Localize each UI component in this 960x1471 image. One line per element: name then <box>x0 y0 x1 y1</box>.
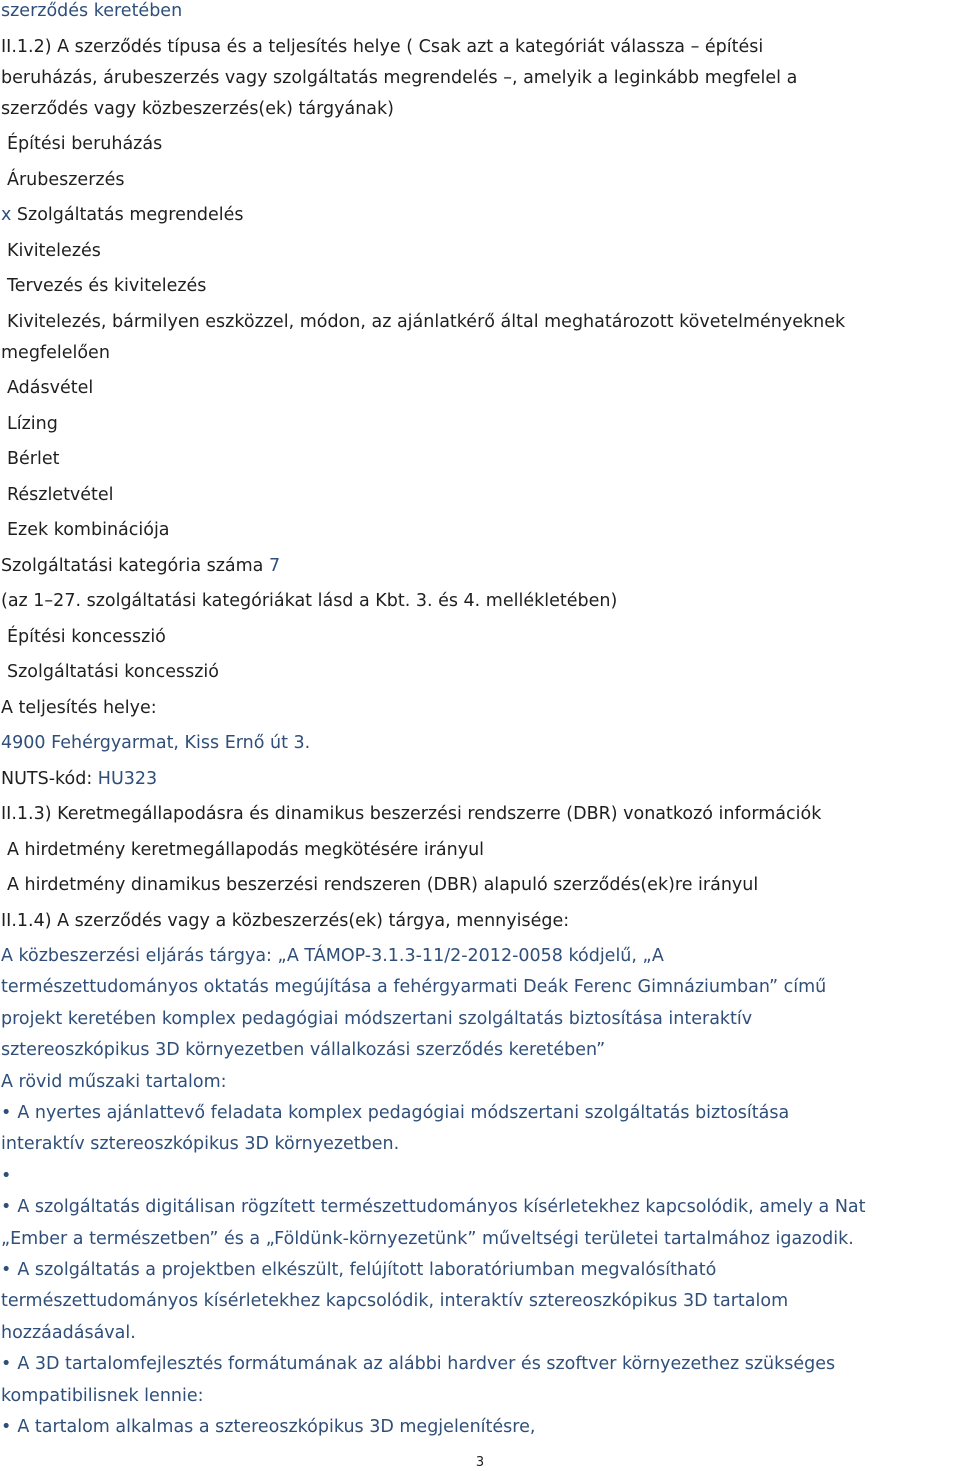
line-text: sztereoszkópikus 3D környezetben vállalkozási szerződés keretében” <box>1 1040 606 1060</box>
line-text: hozzáadásával. <box>1 1323 136 1343</box>
line-text: II.1.4) A szerződés vagy a közbeszerzés(ek) tárgya, mennyisége: <box>1 911 570 931</box>
text-line <box>1 1133 399 1155</box>
text-line <box>7 519 170 541</box>
bullet-item <box>1 1102 789 1124</box>
line-text: Építési beruházás <box>7 134 163 154</box>
bullet-item <box>1 1165 17 1187</box>
line-text: A teljesítés helye: <box>1 698 157 718</box>
text-line <box>1 67 797 89</box>
line-text: Adásvétel <box>7 378 94 398</box>
line-text: Építési koncesszió <box>7 627 166 647</box>
line-text: A rövid műszaki tartalom: <box>1 1072 227 1092</box>
text-line <box>1 590 617 612</box>
line-text: Szolgáltatás megrendelés <box>11 205 244 225</box>
text-line <box>1 1228 854 1250</box>
line-text: Bérlet <box>7 449 60 469</box>
line-text: II.1.2) A szerződés típusa és a teljesítés helye ( Csak azt a kategóriát válassza – építési <box>1 37 764 57</box>
text-line <box>1 1071 227 1093</box>
text-line <box>7 275 206 297</box>
line-text: A nyertes ajánlattevő feladata komplex pedagógiai módszertani szolgáltatás biztosítása <box>17 1103 790 1123</box>
text-line <box>1 768 157 790</box>
text-line <box>7 839 484 861</box>
text-line <box>1 0 182 22</box>
line-text: beruházás, árubeszerzés vagy szolgáltatás megrendelés –, amelyik a leginkább megfelel a <box>1 68 798 88</box>
text-line <box>7 413 58 435</box>
line-text: A közbeszerzési eljárás tárgya: „A TÁMOP-3.1.3-11/2-2012-0058 kódjelű, „A <box>1 946 664 966</box>
line-text: Lízing <box>7 414 58 434</box>
text-line <box>7 240 101 262</box>
text-line <box>7 169 124 191</box>
line-text: szerződés keretében <box>1 1 183 21</box>
page-number: 3 <box>475 1455 485 1470</box>
text-line <box>1 98 394 120</box>
text-line <box>1 945 664 967</box>
text-line <box>7 626 166 648</box>
line-text: megfelelően <box>1 343 110 363</box>
line-text: természettudományos kísérletekhez kapcsolódik, interaktív sztereoszkópikus 3D tartalom <box>1 1291 789 1311</box>
text-line <box>1 555 280 577</box>
line-text: NUTS-kód: <box>1 769 93 789</box>
text-line <box>7 484 114 506</box>
text-line <box>1 976 826 998</box>
line-text: „Ember a természetben” és a „Földünk-környezetünk” műveltségi területei tartalmához igazodik. <box>1 1229 854 1249</box>
text-line <box>1 1008 752 1030</box>
line-text: Kivitelezés <box>7 241 101 261</box>
line-text: A tartalom alkalmas a sztereoszkópikus 3D megjelenítésre, <box>17 1417 536 1437</box>
line-text: A hirdetmény keretmegállapodás megkötésére irányul <box>7 840 485 860</box>
line-text: Árubeszerzés <box>7 170 125 190</box>
line-text: 4900 Fehérgyarmat, Kiss Ernő út 3. <box>1 733 311 753</box>
bullet-item <box>1 1416 535 1438</box>
text-line <box>7 874 758 896</box>
bullet-item <box>1 1353 835 1375</box>
line-text: Szolgáltatási kategória száma <box>1 556 264 576</box>
text-line <box>7 311 845 333</box>
line-text: Tervezés és kivitelezés <box>7 276 207 296</box>
line-text: Kivitelezés, bármilyen eszközzel, módon, az ajánlatkérő által meghatározott követelményeknek <box>7 312 846 332</box>
bullet-item <box>1 1196 866 1218</box>
text-line <box>1 1290 788 1312</box>
line-text: projekt keretében komplex pedagógiai módszertani szolgáltatás biztosítása interaktív <box>1 1009 753 1029</box>
text-line <box>1 803 821 825</box>
bullet-item <box>1 1259 716 1281</box>
line-value: 7 <box>263 556 281 576</box>
text-line <box>7 133 162 155</box>
line-text: A hirdetmény dinamikus beszerzési rendszeren (DBR) alapuló szerződés(ek)re irányul <box>7 875 759 895</box>
text-line <box>7 448 59 470</box>
line-text: Ezek kombinációja <box>7 520 170 540</box>
line-text: A szolgáltatás digitálisan rögzített természettudományos kísérletekhez kapcsolódik, amely a Nat <box>17 1197 866 1217</box>
line-value: HU323 <box>92 769 158 789</box>
line-text: II.1.3) Keretmegállapodásra és dinamikus beszerzési rendszerre (DBR) vonatkozó információk <box>1 804 822 824</box>
text-line <box>1 342 110 364</box>
line-text: Szolgáltatási koncesszió <box>7 662 219 682</box>
line-text: természettudományos oktatás megújítása a fehérgyarmati Deák Ferenc Gimnáziumban” című <box>1 977 827 997</box>
line-text: Részletvétel <box>7 485 114 505</box>
line-text: A szolgáltatás a projektben elkészült, felújított laboratóriumban megvalósítható <box>17 1260 717 1280</box>
text-line <box>7 377 93 399</box>
text-line <box>1 204 244 226</box>
text-line <box>1 1385 204 1407</box>
line-text: szerződés vagy közbeszerzés(ek) tárgyának) <box>1 99 394 119</box>
line-text: kompatibilisnek lennie: <box>1 1386 204 1406</box>
text-line <box>1 1322 136 1344</box>
text-line <box>1 910 569 932</box>
text-line <box>1 1039 605 1061</box>
line-text: A 3D tartalomfejlesztés formátumának az alábbi hardver és szoftver környezethez szükséges <box>17 1354 836 1374</box>
text-line <box>1 732 310 754</box>
text-line <box>7 661 219 683</box>
line-text: (az 1–27. szolgáltatási kategóriákat lásd a Kbt. 3. és 4. mellékletében) <box>1 591 618 611</box>
text-line <box>1 36 763 58</box>
checkbox-mark: x <box>1 205 12 225</box>
line-text: interaktív sztereoszkópikus 3D környezetben. <box>1 1134 400 1154</box>
text-line <box>1 697 157 719</box>
